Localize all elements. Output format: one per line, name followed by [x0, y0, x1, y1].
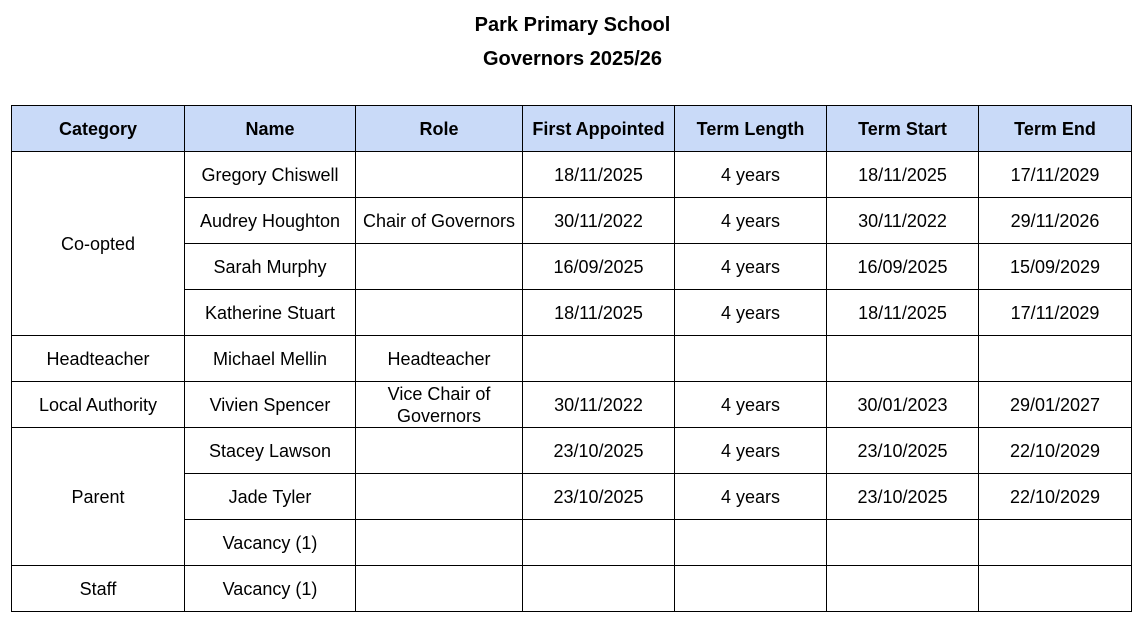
name-cell: Katherine Stuart [185, 290, 356, 336]
name-cell: Vacancy (1) [185, 566, 356, 612]
header-role: Role [356, 106, 523, 152]
header-category: Category [12, 106, 185, 152]
term-end-cell: 22/10/2029 [979, 428, 1132, 474]
role-cell: Chair of Governors [356, 198, 523, 244]
governors-year: Governors 2025/26 [483, 48, 662, 70]
term-start-cell: 16/09/2025 [827, 244, 979, 290]
table-row [12, 336, 1132, 382]
term-length-cell [675, 520, 827, 566]
header-term-start: Term Start [827, 106, 979, 152]
header-term-length: Term Length [675, 106, 827, 152]
governors-table [11, 105, 1132, 612]
term-start-cell [827, 336, 979, 382]
term-end-cell: 29/11/2026 [979, 198, 1132, 244]
term-end-cell [979, 566, 1132, 612]
term-end-cell [979, 520, 1132, 566]
term-start-cell: 23/10/2025 [827, 474, 979, 520]
role-cell: Headteacher [356, 336, 523, 382]
name-cell: Vacancy (1) [185, 520, 356, 566]
name-cell: Audrey Houghton [185, 198, 356, 244]
term-start-cell: 23/10/2025 [827, 428, 979, 474]
header-row [12, 106, 1132, 152]
table-row [12, 566, 1132, 612]
first-appointed-cell: 23/10/2025 [523, 474, 675, 520]
term-start-cell: 30/11/2022 [827, 198, 979, 244]
term-start-cell: 30/01/2023 [827, 382, 979, 428]
first-appointed-cell: 16/09/2025 [523, 244, 675, 290]
first-appointed-cell: 23/10/2025 [523, 428, 675, 474]
term-end-cell: 22/10/2029 [979, 474, 1132, 520]
category-cell: Staff [12, 566, 185, 612]
name-cell: Vivien Spencer [185, 382, 356, 428]
term-length-cell: 4 years [675, 244, 827, 290]
term-length-cell: 4 years [675, 152, 827, 198]
category-cell: Headteacher [12, 336, 185, 382]
role-cell [356, 290, 523, 336]
term-length-cell: 4 years [675, 382, 827, 428]
first-appointed-cell: 30/11/2022 [523, 382, 675, 428]
term-start-cell [827, 520, 979, 566]
role-cell [356, 474, 523, 520]
term-end-cell: 29/01/2027 [979, 382, 1132, 428]
role-cell [356, 428, 523, 474]
role-cell [356, 244, 523, 290]
term-length-cell [675, 336, 827, 382]
name-cell: Jade Tyler [185, 474, 356, 520]
name-cell: Gregory Chiswell [185, 152, 356, 198]
term-length-cell: 4 years [675, 428, 827, 474]
term-end-cell: 17/11/2029 [979, 290, 1132, 336]
term-start-cell: 18/11/2025 [827, 152, 979, 198]
first-appointed-cell: 30/11/2022 [523, 198, 675, 244]
table-row [12, 382, 1132, 428]
first-appointed-cell [523, 336, 675, 382]
term-length-cell: 4 years [675, 290, 827, 336]
term-end-cell [979, 336, 1132, 382]
name-cell: Sarah Murphy [185, 244, 356, 290]
category-cell: Co-opted [12, 152, 185, 336]
header-first-appointed: First Appointed [523, 106, 675, 152]
term-length-cell: 4 years [675, 474, 827, 520]
first-appointed-cell [523, 520, 675, 566]
first-appointed-cell [523, 566, 675, 612]
role-cell [356, 566, 523, 612]
term-end-cell: 17/11/2029 [979, 152, 1132, 198]
name-cell: Michael Mellin [185, 336, 356, 382]
first-appointed-cell: 18/11/2025 [523, 152, 675, 198]
term-start-cell [827, 566, 979, 612]
term-start-cell: 18/11/2025 [827, 290, 979, 336]
category-cell: Parent [12, 428, 185, 566]
school-name: Park Primary School [474, 14, 671, 36]
term-length-cell: 4 years [675, 198, 827, 244]
term-end-cell: 15/09/2029 [979, 244, 1132, 290]
role-cell: Vice Chair of Governors [356, 382, 523, 428]
header-name: Name [185, 106, 356, 152]
category-cell: Local Authority [12, 382, 185, 428]
role-cell [356, 520, 523, 566]
role-cell [356, 152, 523, 198]
header-term-end: Term End [979, 106, 1132, 152]
term-length-cell [675, 566, 827, 612]
document-title [0, 8, 1145, 76]
table-row [12, 428, 1132, 474]
table-row [12, 152, 1132, 198]
name-cell: Stacey Lawson [185, 428, 356, 474]
first-appointed-cell: 18/11/2025 [523, 290, 675, 336]
